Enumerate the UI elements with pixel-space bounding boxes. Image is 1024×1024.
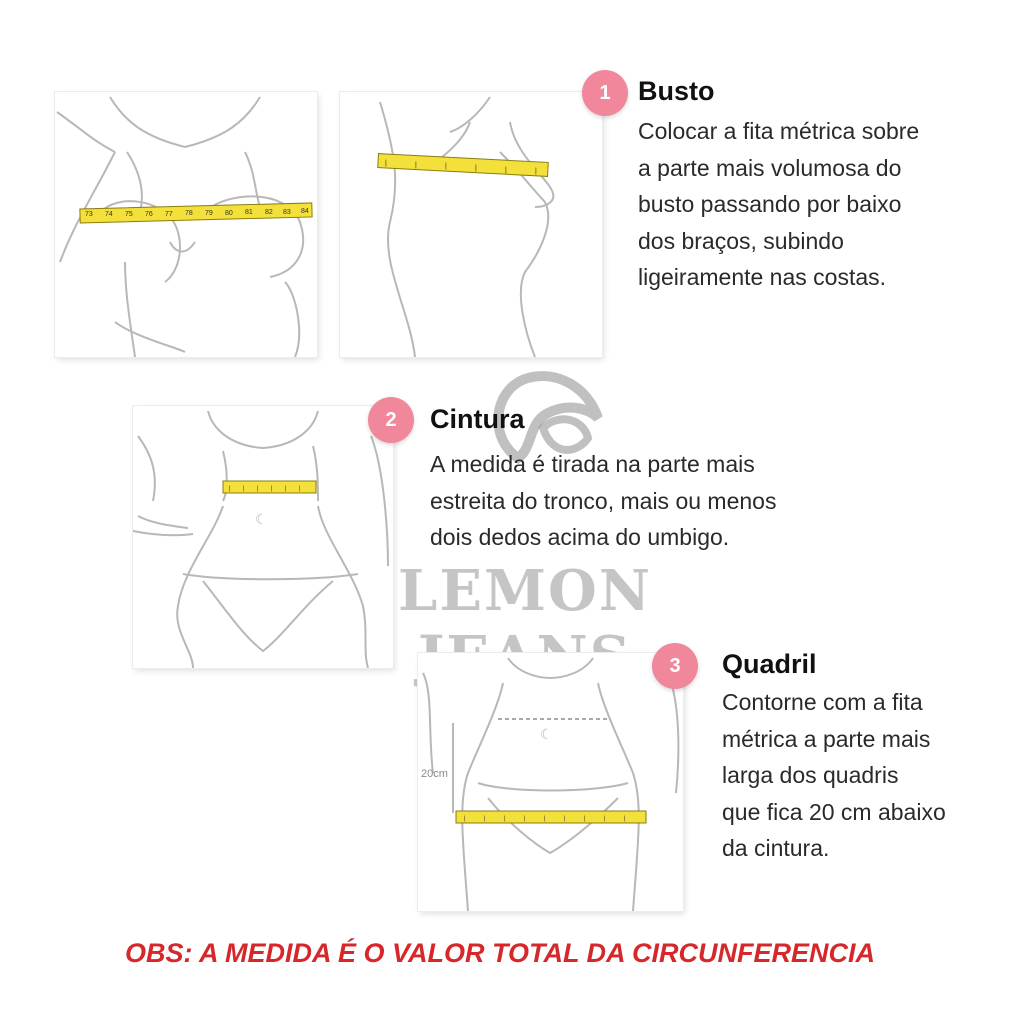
svg-text:|: | [604, 816, 606, 822]
svg-text:|: | [415, 162, 417, 169]
svg-text:|: | [257, 486, 259, 492]
waist-illustration [133, 406, 393, 668]
svg-text:|: | [385, 160, 387, 167]
measurement-note: OBS: A MEDIDA É O VALOR TOTAL DA CIRCUNFERENCIA [124, 938, 875, 968]
svg-text:80: 80 [225, 210, 233, 217]
hip-illustration [418, 653, 683, 911]
svg-text:☾: ☾ [255, 511, 268, 527]
svg-text:|: | [535, 168, 537, 175]
bust-instructions: Colocar a fita métrica sobre a parte mais volumosa do busto passando por baixo dos braços, subindo ligeiramente nas costas. [638, 118, 920, 290]
svg-text:74: 74 [105, 211, 113, 218]
waist-instructions: A medida é tirada na parte mais estreita do tronco, mais ou menos dois dedos acima do umbigo. [430, 451, 777, 550]
svg-text:78: 78 [185, 210, 193, 217]
svg-text:84: 84 [301, 208, 309, 215]
svg-text:|: | [445, 163, 447, 170]
bust-title: Busto [638, 76, 715, 106]
hip-distance-label: 20cm [421, 768, 448, 780]
svg-text:|: | [624, 816, 626, 822]
svg-text:|: | [299, 486, 301, 492]
svg-text:|: | [524, 816, 526, 822]
svg-text:79: 79 [205, 210, 213, 217]
svg-text:|: | [505, 167, 507, 174]
svg-text:|: | [484, 816, 486, 822]
svg-text:☾: ☾ [540, 726, 553, 742]
svg-text:73: 73 [85, 211, 93, 218]
bust-front-illustration [55, 92, 317, 357]
svg-text:77: 77 [165, 211, 173, 218]
svg-text:75: 75 [125, 211, 133, 218]
watermark-text: LEMON [397, 558, 652, 624]
svg-text:|: | [544, 816, 546, 822]
svg-text:|: | [504, 816, 506, 822]
step-1-badge: 1 [582, 70, 628, 116]
svg-text:|: | [475, 165, 477, 172]
step-3-badge: 3 [652, 643, 698, 689]
svg-text:|: | [229, 486, 231, 492]
step-2-badge: 2 [368, 397, 414, 443]
svg-text:81: 81 [245, 209, 253, 216]
bust-side-illustration [340, 92, 602, 357]
hip-title: Quadril [722, 649, 817, 679]
svg-text:76: 76 [145, 211, 153, 218]
waist-title: Cintura [430, 404, 525, 434]
svg-text:|: | [584, 816, 586, 822]
svg-text:83: 83 [283, 209, 291, 216]
hip-instructions: Contorne com a fita métrica a parte mais larga dos quadris que fica 20 cm abaixo da cintura. [722, 689, 946, 861]
svg-text:|: | [243, 486, 245, 492]
svg-text:|: | [564, 816, 566, 822]
svg-text:|: | [271, 486, 273, 492]
svg-text:82: 82 [265, 209, 273, 216]
svg-text:|: | [464, 816, 466, 822]
svg-text:|: | [285, 486, 287, 492]
